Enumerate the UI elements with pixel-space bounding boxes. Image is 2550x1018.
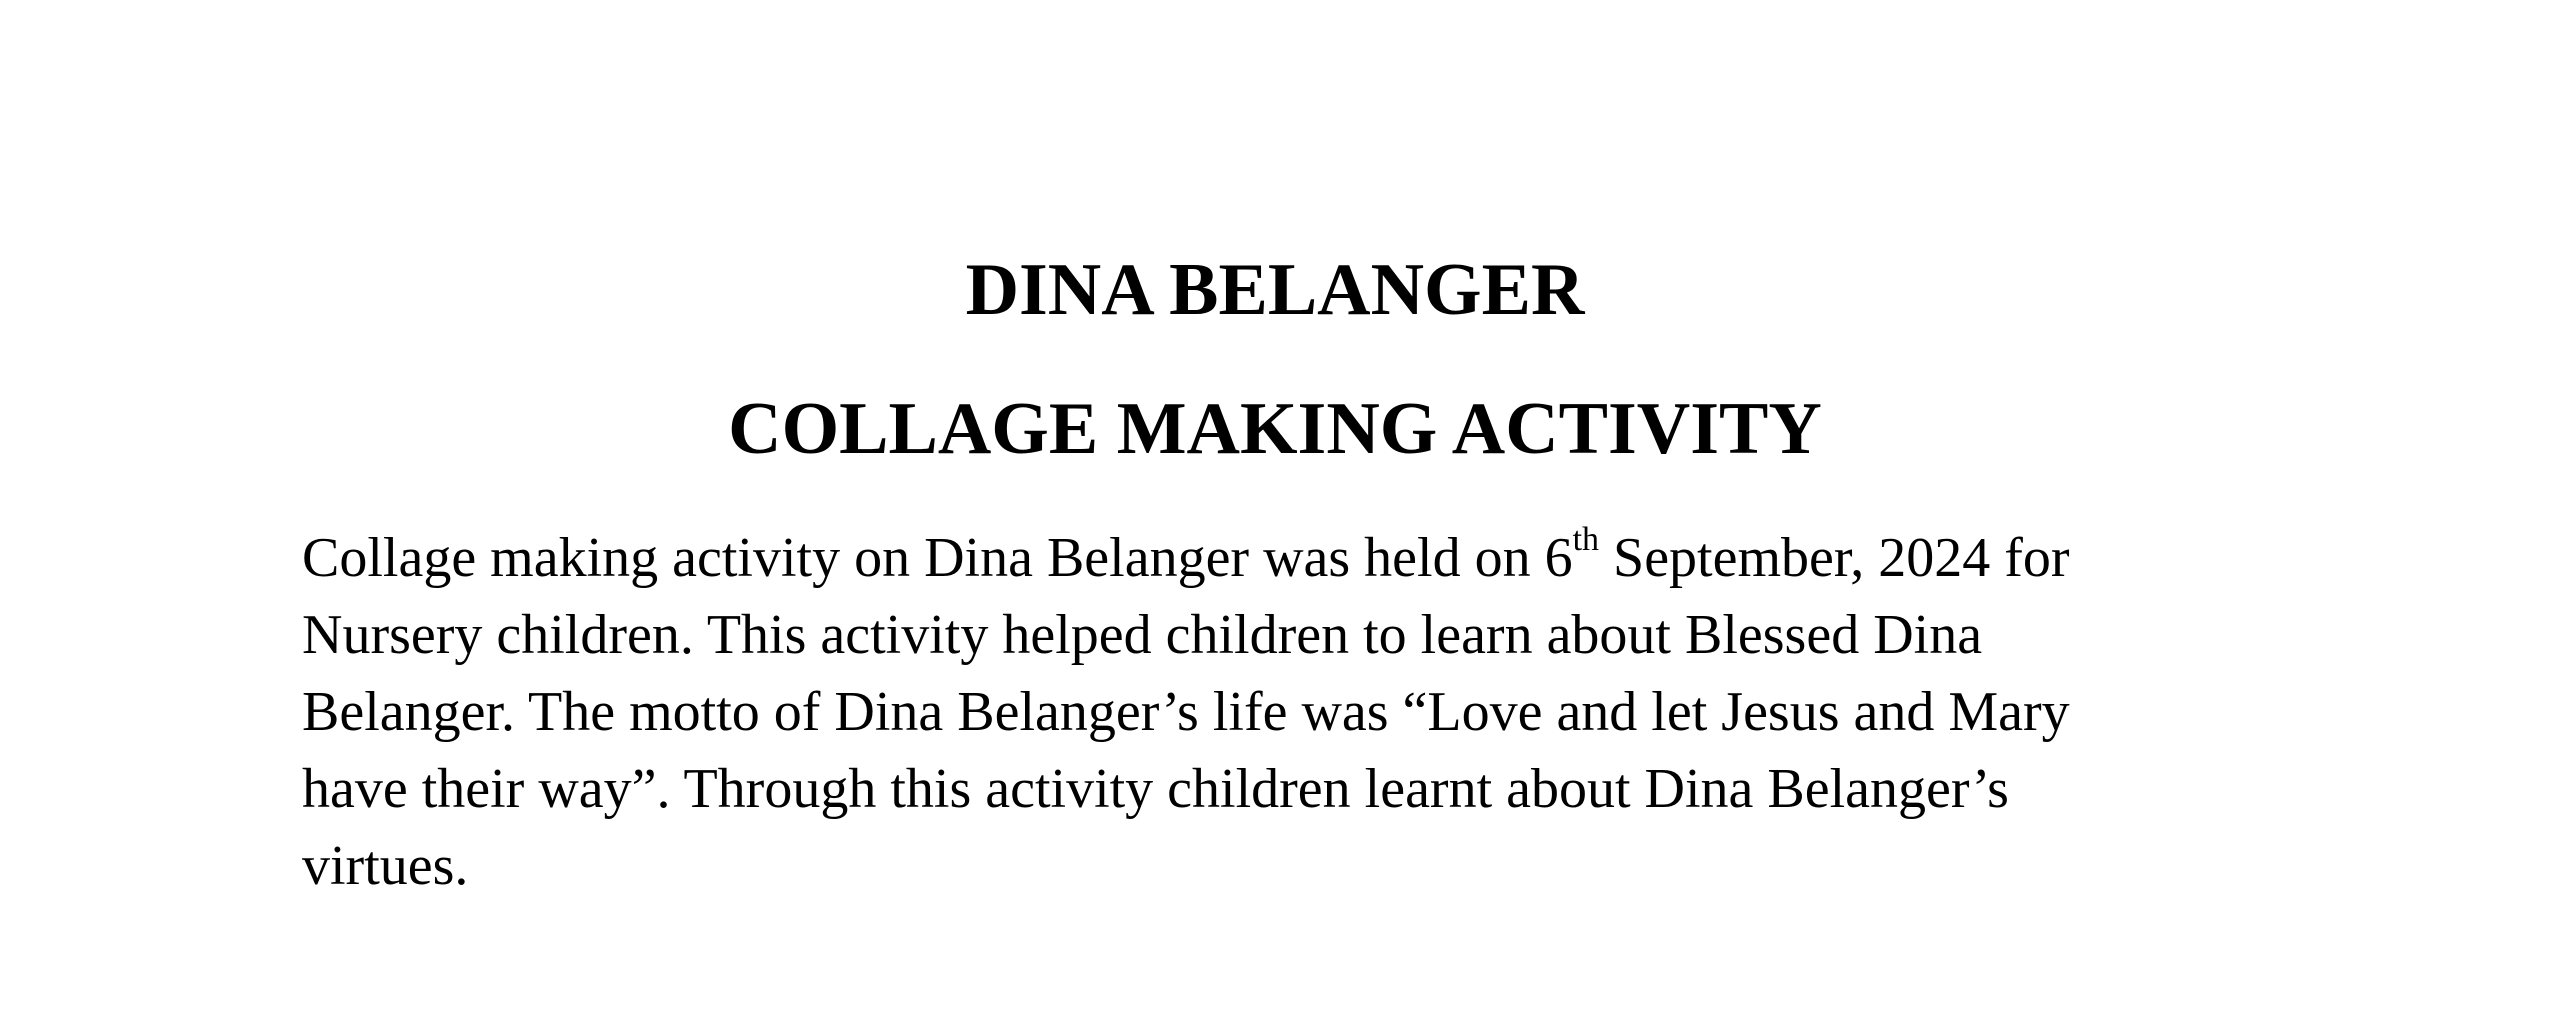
body-line-4: have their way”. Through this activity children learnt about Dina Belanger’s [302,758,2009,820]
body-line-5: virtues. [302,835,469,897]
body-paragraph [302,520,2262,905]
body-line-1 [302,520,2262,597]
body-line-1-start: Collage making activity on Dina Belanger was held on 6 [302,527,1573,589]
document-title: DINA BELANGER [965,249,1585,331]
document-subtitle: COLLAGE MAKING ACTIVITY [728,388,1822,470]
body-line-1-end: September, 2024 for [1599,527,2070,589]
body-line-3: Belanger. The motto of Dina Belanger’s life was “Love and let Jesus and Mary [302,681,2070,743]
ordinal-suffix: th [1572,521,1600,559]
body-line-2: Nursery children. This activity helped children to learn about Blessed Dina [302,604,1983,666]
